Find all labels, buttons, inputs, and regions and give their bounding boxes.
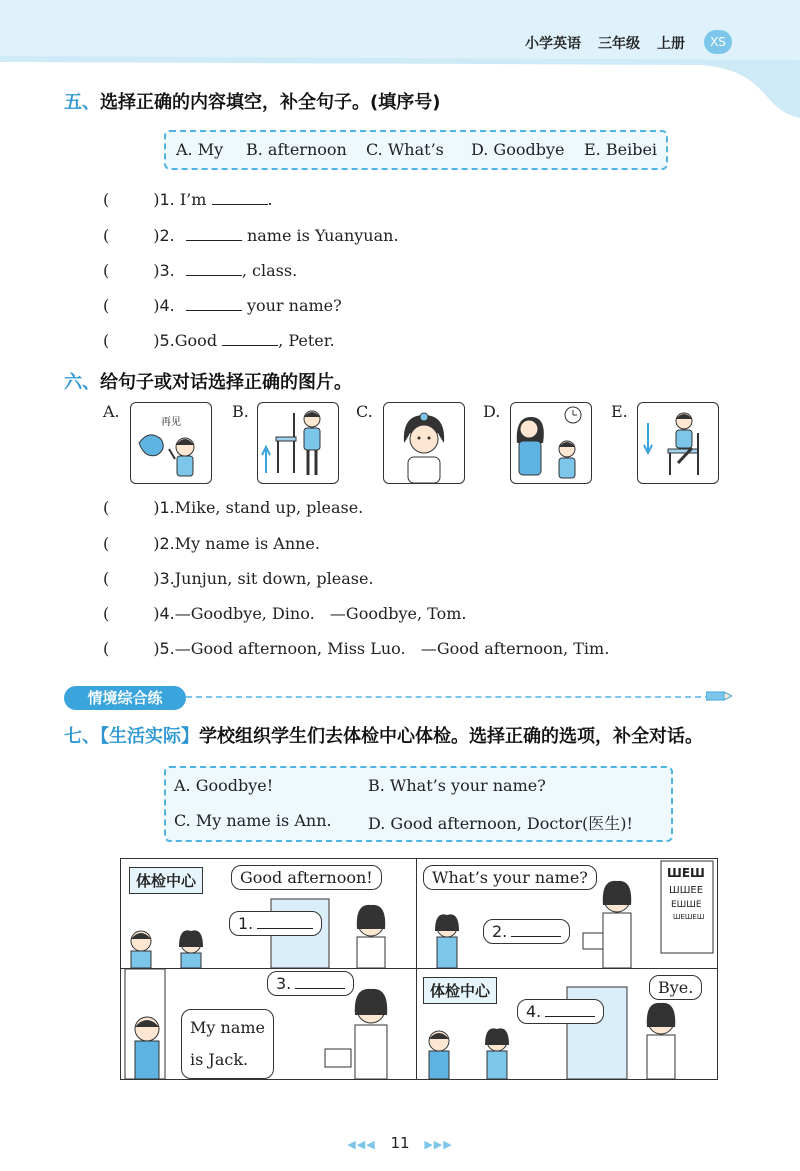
fill-blank[interactable]	[186, 226, 242, 241]
picture-label-e: E.	[611, 402, 628, 421]
s5-question-5	[103, 331, 335, 350]
answer-paren-close: )	[153, 534, 160, 553]
s5-question-3	[103, 261, 297, 280]
answer-paren-open[interactable]: (	[103, 639, 110, 658]
answer-paren-close: )	[153, 569, 160, 588]
answer-paren-close: )	[153, 639, 160, 658]
question-number: 5.	[159, 639, 175, 658]
answer-paren-close: )	[153, 261, 160, 280]
fill-blank[interactable]	[212, 190, 268, 205]
question-text-before: Good	[174, 331, 218, 350]
section7-option-c: C. My name is Ann.	[174, 811, 332, 830]
svg-text:ЕШШЕ: ЕШШЕ	[671, 900, 702, 910]
section5-number: 五、	[64, 92, 100, 113]
picture-label-d: D.	[483, 402, 501, 421]
answer-bubble-2[interactable]	[483, 919, 570, 944]
bubble-number: 3.	[276, 974, 292, 993]
question-number: 4.	[159, 604, 175, 623]
header-subject: 小学英语	[525, 36, 581, 52]
answer-paren-open[interactable]: (	[103, 569, 110, 588]
fill-blank[interactable]	[186, 296, 242, 311]
answer-paren-open[interactable]: (	[103, 261, 110, 280]
fill-blank[interactable]	[545, 1002, 595, 1017]
answer-paren-close: )	[153, 296, 160, 315]
question-text-after: , Peter.	[278, 331, 335, 350]
section5-option-b: B. afternoon	[246, 140, 347, 159]
s6-question-3	[103, 569, 374, 588]
question-text: My name is Anne.	[174, 534, 320, 553]
question-number: 3.	[159, 261, 175, 280]
picture-label-c: C.	[356, 402, 373, 421]
speech-bubble: Bye.	[649, 975, 702, 1000]
question-text: —Good afternoon, Miss Luo. —Good afternoon, Tim.	[174, 639, 610, 658]
answer-paren-open[interactable]: (	[103, 604, 110, 623]
picture-label-a: A.	[103, 402, 120, 421]
picture-card-a[interactable]	[130, 402, 212, 484]
svg-text:ШШЕЕ: ШШЕЕ	[669, 885, 704, 896]
question-text: Mike, stand up, please.	[174, 498, 364, 517]
picture-card-d[interactable]	[510, 402, 592, 484]
question-number: 1.	[159, 190, 175, 209]
fill-blank[interactable]	[257, 914, 313, 929]
comic-panel-3	[121, 969, 417, 1079]
answer-bubble-3[interactable]	[267, 971, 354, 996]
comic-panel-4	[417, 969, 717, 1079]
question-number: 2.	[159, 534, 175, 553]
pencil-icon	[706, 689, 732, 703]
section5-option-d: D. Goodbye	[471, 140, 565, 159]
clinic-sign: 体检中心	[423, 977, 497, 1004]
picture-label-b: B.	[232, 402, 249, 421]
svg-text:ШЕШЕШ: ШЕШЕШ	[673, 913, 705, 921]
section6-number: 六、	[64, 372, 100, 393]
left-arrows-icon: ◀◀◀	[347, 1138, 376, 1151]
picture-card-b[interactable]	[257, 402, 339, 484]
section7-heading	[64, 722, 703, 748]
speech-line: is Jack.	[190, 1050, 249, 1069]
section5-heading	[64, 88, 440, 114]
girl-portrait-icon	[384, 403, 464, 483]
svg-text:ШЕШ: ШЕШ	[667, 866, 705, 880]
speech-bubble-jack	[181, 1009, 274, 1079]
header-grade: 三年级	[598, 36, 640, 52]
answer-paren-open[interactable]: (	[103, 296, 110, 315]
comic-strip	[120, 858, 718, 1080]
s6-question-5	[103, 639, 609, 658]
question-number: 1.	[159, 498, 175, 517]
answer-paren-close: )	[153, 604, 160, 623]
answer-paren-close: )	[153, 498, 160, 517]
section6-title: 给句子或对话选择正确的图片。	[100, 372, 352, 393]
section5-option-e: E. Beibei	[584, 140, 658, 159]
question-text-after: , class.	[241, 261, 298, 280]
comic-panel-1	[121, 859, 417, 969]
answer-paren-close: )	[153, 331, 160, 350]
answer-paren-close: )	[153, 190, 160, 209]
teacher-clock-boy-icon	[511, 403, 591, 483]
question-number: 3.	[159, 569, 175, 588]
comic-panel-2	[417, 859, 717, 969]
header-volume: 上册	[657, 36, 685, 52]
page-number: 11	[390, 1134, 410, 1152]
practice-banner: 情境综合练	[64, 686, 186, 710]
answer-bubble-4[interactable]	[517, 999, 604, 1024]
series-badge: XS	[704, 30, 732, 54]
answer-paren-open[interactable]: (	[103, 190, 110, 209]
speech-bubble: What’s your name?	[423, 865, 597, 890]
section5-option-a: A. My	[176, 140, 224, 159]
section7-option-d: D. Good afternoon, Doctor(医生)!	[368, 814, 633, 833]
section7-tag: 【生活实际】	[100, 726, 199, 747]
page-footer	[0, 1134, 800, 1152]
picture-card-c[interactable]	[383, 402, 465, 484]
answer-paren-open[interactable]: (	[103, 331, 110, 350]
question-number: 2.	[159, 226, 175, 245]
section5-option-c: C. What’s	[366, 140, 444, 159]
section7-number: 七、	[64, 726, 100, 747]
question-text-before: I’m	[179, 190, 207, 209]
question-text: —Goodbye, Dino. —Goodbye, Tom.	[174, 604, 467, 623]
bubble-number: 2.	[492, 922, 508, 941]
answer-paren-open[interactable]: (	[103, 226, 110, 245]
fill-blank[interactable]	[295, 974, 345, 989]
section7-option-b: B. What’s your name?	[368, 776, 546, 795]
bubble-number: 4.	[526, 1002, 542, 1021]
question-text-after: name is Yuanyuan.	[246, 226, 399, 245]
s6-question-4	[103, 604, 466, 623]
picture-caption: 再见	[161, 417, 181, 428]
s6-question-1	[103, 498, 363, 517]
banner-divider	[186, 696, 711, 698]
section7-option-a: A. Goodbye!	[174, 776, 274, 795]
section5-title: 选择正确的内容填空，补全句子。(填序号)	[100, 92, 441, 113]
s5-question-2	[103, 226, 399, 245]
fill-blank[interactable]	[222, 331, 278, 346]
clinic-sign: 体检中心	[129, 867, 203, 894]
right-arrows-icon: ▶▶▶	[424, 1138, 453, 1151]
question-number: 5.	[159, 331, 175, 350]
s6-question-2	[103, 534, 320, 553]
s5-question-1	[103, 190, 273, 209]
question-number: 4.	[159, 296, 175, 315]
answer-paren-close: )	[153, 226, 160, 245]
fill-blank[interactable]	[186, 261, 242, 276]
fill-blank[interactable]	[511, 922, 561, 937]
s5-question-4	[103, 296, 342, 315]
question-text: Junjun, sit down, please.	[174, 569, 374, 588]
speech-bubble: Good afternoon!	[231, 865, 382, 890]
section7-title: 学校组织学生们去体检中心体检。选择正确的选项，补全对话。	[199, 726, 703, 747]
answer-paren-open[interactable]: (	[103, 498, 110, 517]
picture-card-e[interactable]	[637, 402, 719, 484]
answer-paren-open[interactable]: (	[103, 534, 110, 553]
bubble-number: 1.	[238, 914, 254, 933]
question-text-after: .	[267, 190, 273, 209]
speech-line: My name	[190, 1018, 265, 1037]
boy-sitting-down-icon	[638, 403, 718, 483]
answer-bubble-1[interactable]	[229, 911, 322, 936]
section6-heading	[64, 368, 352, 394]
boy-standing-chair-icon	[258, 403, 338, 483]
question-text-after: your name?	[246, 296, 342, 315]
section7-option-box	[164, 766, 673, 842]
section5-option-box	[164, 130, 668, 170]
